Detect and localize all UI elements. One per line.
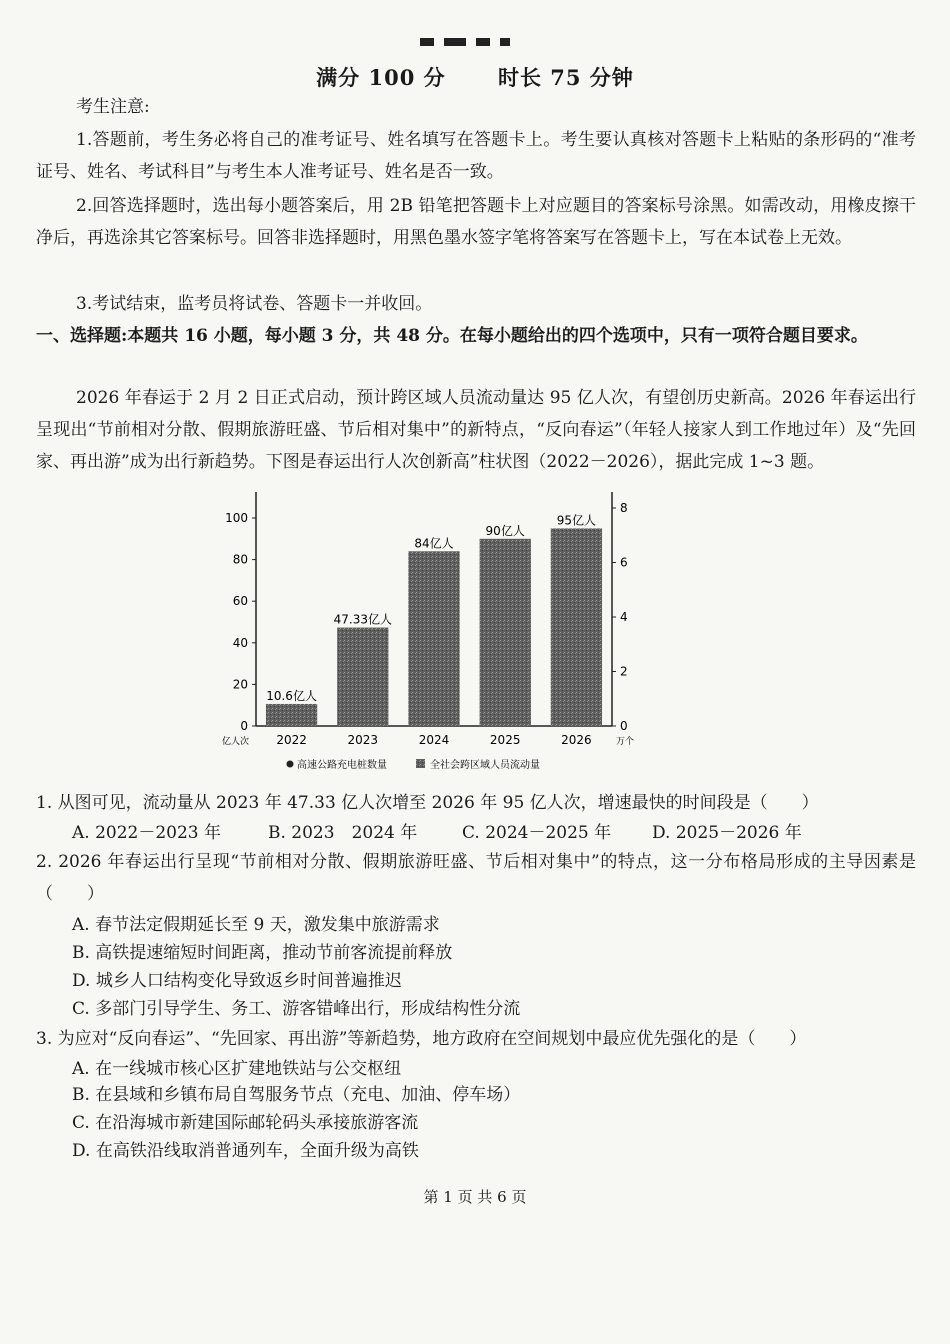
notice-item-3: 3.考试结束，监考员将试卷、答题卡一并收回。 <box>76 294 433 314</box>
notice-item-2: 2.回答选择题时，选出每小题答案后，用 2B 铅笔把答题卡上对应题目的答案标号涂黑。如需改动，用橡皮擦干净后，再选涂其它答案标号。回答非选择题时，用黑色墨水签字笔将答案写在答题卡上，写在本试卷上无效。 <box>36 196 916 248</box>
legend-marker-flow <box>416 759 425 768</box>
full-score: 满分 100 分 <box>316 65 446 90</box>
legend <box>287 758 541 771</box>
bar-2025 <box>480 539 531 726</box>
top-cropped-title-mark <box>420 38 540 48</box>
y-tick-label-40: 40 <box>232 635 248 650</box>
question-2-option-b: B. 高铁提速缩短时间距离，推动节前客流提前释放 <box>72 943 453 963</box>
y-tick-label-0: 0 <box>240 719 248 733</box>
legend-label-flow: 全社会跨区域人员流动量 <box>430 760 540 771</box>
bar-2026 <box>551 528 602 726</box>
question-2-option-d: D. 城乡人口结构变化导致返乡时间普遍推迟 <box>72 971 402 991</box>
y-tick-label-20: 20 <box>232 677 248 692</box>
bar-2024 <box>408 551 459 726</box>
question-1-option-c: C. 2024－2025 年 <box>462 823 612 843</box>
bar-label-2023: 47.33亿人 <box>333 612 392 627</box>
x-tick-label-2024: 2024 <box>418 733 450 747</box>
bar-label-2024: 84亿人 <box>414 536 454 551</box>
y-tick-label-80: 80 <box>232 552 248 567</box>
question-3-option-b: B. 在县域和乡镇布局自驾服务节点（充电、加油、停车场） <box>72 1085 521 1105</box>
duration: 时长 75 分钟 <box>497 65 634 90</box>
y-tick-label-60: 60 <box>232 594 248 609</box>
y-tick-label-100: 100 <box>225 511 248 525</box>
reading-passage: 2026 年春运于 2 月 2 日正式启动，预计跨区域人员流动量达 95 亿人次，有望创历史新高。2026 年春运出行呈现出“节前相对分散、假期旅游旺盛、节后相对集中”的新特点，“反向春运”（年轻人接家人到工作地过年）及“先回家、再出游”成为出行新趋势。下图是春运出行人次创新高”柱状图（2022－2026），据此完成 1~3 题。 <box>36 388 916 472</box>
x-tick-label-2026: 2026 <box>561 733 592 747</box>
page-footer: 第 1 页 共 6 页 <box>423 1188 527 1206</box>
question-2-option-a: A. 春节法定假期延长至 9 天，激发集中旅游需求 <box>72 915 440 935</box>
y2-tick-label-2: 2 <box>620 664 628 679</box>
bar-chart <box>220 488 640 778</box>
exam-header <box>0 62 950 92</box>
y2-tick-label-4: 4 <box>620 610 628 624</box>
question-1-option-d: D. 2025－2026 年 <box>652 823 802 843</box>
question-3-option-a: A. 在一线城市核心区扩建地铁站与公交枢纽 <box>72 1059 402 1079</box>
question-2-option-c: C. 多部门引导学生、务工、游客错峰出行，形成结构性分流 <box>72 999 521 1019</box>
bar-2023 <box>337 628 388 726</box>
question-3-option-d: D. 在高铁沿线取消普通列车，全面升级为高铁 <box>72 1141 419 1161</box>
question-2-stem: 2. 2026 年春运出行呈现“节前相对分散、假期旅游旺盛、节后相对集中”的特点，这一分布格局形成的主导因素是（ ） <box>36 852 916 904</box>
y2-tick-label-0: 0 <box>620 719 628 733</box>
question-1-option-a: A. 2022－2023 年 <box>72 823 222 843</box>
bar-label-2025: 90亿人 <box>485 523 525 538</box>
legend-label-charging: 高速公路充电桩数量 <box>297 760 387 771</box>
bar-label-2022: 10.6亿人 <box>266 688 317 703</box>
question-3-option-c: C. 在沿海城市新建国际邮轮码头承接旅游客流 <box>72 1113 419 1133</box>
x-tick-label-2025: 2025 <box>489 733 521 747</box>
question-3-stem: 3. 为应对“反向春运”、“先回家、再出游”等新趋势，地方政府在空间规划中最应优先强化的是（ ） <box>36 1029 807 1049</box>
bar-2022 <box>266 704 317 726</box>
y2-axis-unit: 万个 <box>616 737 635 747</box>
bar-label-2026: 95亿人 <box>556 513 597 528</box>
y2-tick-label-8: 8 <box>620 501 628 515</box>
section-1-heading: 一、选择题:本题共 16 小题，每小题 3 分，共 48 分。在每小题给出的四个选项中，只有一项符合题目要求。 <box>36 326 868 346</box>
x-tick-label-2023: 2023 <box>347 733 379 747</box>
legend-marker-charging <box>287 761 294 768</box>
question-1-stem: 1. 从图可见，流动量从 2023 年 47.33 亿人次增至 2026 年 95 亿人次，增速最快的时间段是（ ） <box>36 793 819 813</box>
question-1-option-b: B. 2023 2024 年 <box>268 823 418 843</box>
y2-tick-label-6: 6 <box>620 555 628 570</box>
x-tick-label-2022: 2022 <box>276 733 307 747</box>
y-axis-unit: 亿人次 <box>222 737 250 747</box>
notice-item-1: 1.答题前，考生务必将自己的准考证号、姓名填写在答题卡上。考生要认真核对答题卡上粘贴的条形码的“准考证号、姓名、考试科目”与考生本人准考证号、姓名是否一致。 <box>36 130 916 182</box>
notice-title: 考生注意: <box>76 97 150 117</box>
